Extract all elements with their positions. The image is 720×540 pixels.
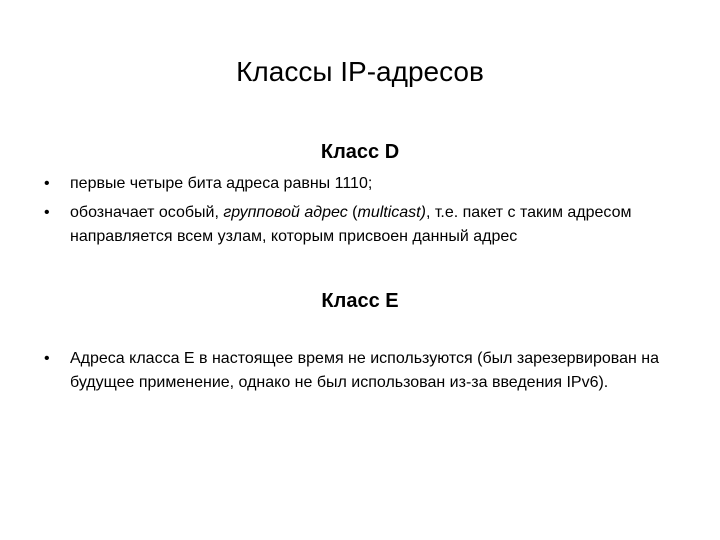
slide-title: Классы IP-адресов xyxy=(236,56,484,87)
bullet-text-italic: групповой адрес xyxy=(223,204,348,221)
bullet-dot-icon: • xyxy=(44,350,50,367)
class-e-bullet-1 xyxy=(44,347,684,395)
bullet-dot-icon: • xyxy=(44,175,50,192)
class-e-heading: Класс E xyxy=(321,290,399,312)
class-d-bullet-2 xyxy=(44,201,684,249)
bullet-text-part: обозначает особый, xyxy=(70,204,224,221)
bullet-text-part: ( xyxy=(347,204,358,221)
bullet-dot-icon: • xyxy=(44,204,50,221)
class-d-bullet-1 xyxy=(44,172,684,196)
bullet-text: первые четыре бита адреса равны 1110; xyxy=(70,175,373,192)
bullet-text-italic: multicast) xyxy=(357,204,426,221)
bullet-text: Адреса класса E в настоящее время не используются (был зарезервирован на будущее применение, однако не был использован из-за введения IPv6). xyxy=(70,350,659,391)
bullet-text-part: , т.е. пакет с таким адресом направляется всем узлам, которым присвоен данный адрес xyxy=(70,204,632,245)
bullet-text xyxy=(70,201,684,249)
class-d-heading: Класс D xyxy=(320,141,400,163)
